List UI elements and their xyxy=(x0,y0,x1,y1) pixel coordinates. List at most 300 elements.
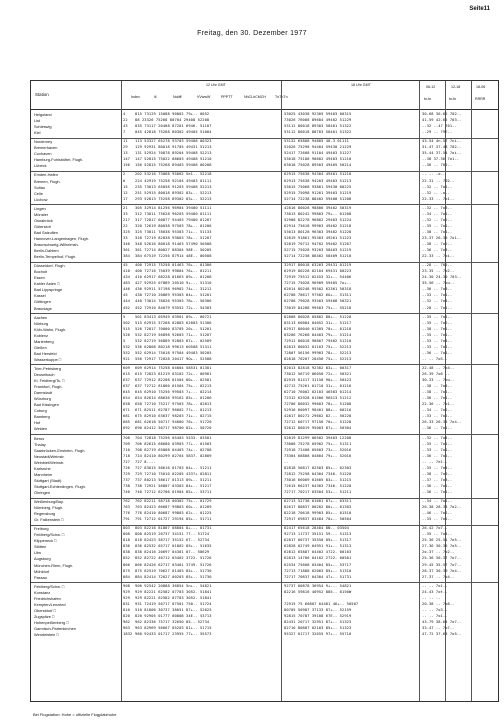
station-index: 346 xyxy=(123,242,130,246)
obs-12utc: 536 62808 80218 99013 60508 51311 xyxy=(135,344,212,349)
obs-12utc: 740 72712 62706 01904 85+-- 53711 xyxy=(135,489,212,494)
obs-12utc: 515 62915 57268 02803 62003 51306 xyxy=(135,320,212,325)
extremes: --32 -- 7o1-- xyxy=(422,184,453,189)
extremes: -- -- -o-- xyxy=(422,172,446,177)
extremes: --32 -- 7o2-- xyxy=(422,217,453,222)
obs-18utc: 52916 60097 98401 88+-- 00216 xyxy=(284,408,352,413)
obs-12utc: 438 72710 20869 95303 84+-- 51201 xyxy=(135,293,212,298)
obs-18utc: 72918 72408 05603 73+-- 52016 xyxy=(284,447,352,452)
obs-12utc: 962 82336 75717 32650 85-- 52734 xyxy=(135,619,210,624)
station-name: Cuxhaven xyxy=(34,151,52,157)
station-name: Köln-Wahn, Flugh. xyxy=(34,326,67,332)
station-name: Stuttgart-Echterdingen, Flugh. xyxy=(34,483,86,489)
extremes: --38 -- 7e1-- xyxy=(422,326,453,331)
obs-12utc: 727 83015 58616 01703 84+-- 51211 xyxy=(135,465,212,470)
extremes: 22-36 -- 7o1-- xyxy=(422,402,455,407)
extremes: --35 -- 7o4-- xyxy=(422,465,453,470)
col-divider xyxy=(471,81,472,701)
extremes: --35 -- 7o2-- xyxy=(422,320,453,325)
extremes: 22-48 -- 7o4-- xyxy=(422,365,455,370)
station-index: 452 xyxy=(123,305,130,310)
obs-18utc: 53112 80018 88703 58401 51322 xyxy=(284,130,352,135)
station-name: Weiden xyxy=(34,426,48,432)
table-header xyxy=(31,81,498,110)
obs-12utc: 035 73117 20468 87201 6946- 51107 xyxy=(135,124,212,129)
station-index: 726 xyxy=(123,465,130,470)
obs-12utc: 980 92433 01717 23955 77+-- 55573 xyxy=(135,632,212,637)
extremes: 24-30 24-30 703-- xyxy=(422,275,462,280)
extremes: --38 37-36 7o1-- xyxy=(422,157,460,162)
station-name: Aachen xyxy=(34,314,48,320)
obs-12utc: 708 82719 65808 04403 74+-- 02708 xyxy=(135,447,212,452)
station-index: 763 xyxy=(123,505,130,510)
obs-12utc: 738 72921 56807 03303 84+-- 51217 xyxy=(135,483,212,488)
station-name: Gießen xyxy=(34,344,47,350)
station-index: 5 xyxy=(123,314,126,319)
obs-18utc: 82013 82818 92302 83+-- 00317 xyxy=(284,365,352,370)
station-index: 609 xyxy=(123,365,130,370)
header-r1: 06-12 xyxy=(426,85,436,89)
station-index: 11 xyxy=(123,139,128,144)
obs-12utc: 400 72716 75039 99804 76+-- 01211 xyxy=(135,269,212,274)
station-index: 838 xyxy=(123,550,130,555)
station-name: Emden-Hafen xyxy=(34,172,59,178)
extremes: --38 -- 7o1-- xyxy=(422,390,453,395)
obs-18utc: 72715 75028 96909 59405 7o+-- xyxy=(284,281,352,286)
extremes: -- -- -- xyxy=(422,595,441,600)
station-name: Nürnberg, Flugh. xyxy=(34,505,64,511)
obs-18utc: 82216 59816 40952 885-- 0150W xyxy=(284,589,352,594)
station-name: Hannover-Langenhagen, Flugh. xyxy=(34,235,89,241)
obs-18utc: 53112 80018 89303 58401 51322 xyxy=(284,124,352,129)
station-name: Bad Lippspringe xyxy=(34,287,63,293)
station-index: 434 xyxy=(123,275,130,280)
extremes: 47-72 37-63 7o5-- xyxy=(422,632,462,637)
extremes: 33-47 -- 7o7-- xyxy=(422,626,455,630)
station-name: Hohenpeißenberg □ xyxy=(34,619,69,625)
obs-12utc: 510 81806 30737 38051 87+-- 52025 xyxy=(135,607,212,612)
station-name: Ulm xyxy=(34,550,41,556)
extremes: 22-31 -- 702-- xyxy=(422,178,455,183)
obs-18utc: 73304 68808 04804 79+-- 52016 xyxy=(284,453,352,458)
obs-12utc: 704 72818 75256 05403 5533- 03501 xyxy=(135,435,212,440)
station-index: 4 xyxy=(123,112,126,116)
header-nddff: Nddff xyxy=(173,95,182,99)
station-index: 729 xyxy=(123,471,130,476)
extremes: --36 -- 7o1-- xyxy=(422,350,453,355)
obs-12utc: 224 42919 75258 92104 49403 01111 xyxy=(135,178,212,183)
station-name: Celle xyxy=(34,190,43,196)
station-name: Bremen, Flugh. xyxy=(34,178,61,184)
obs-18utc: 72615 66237 04303 7346- 51220 xyxy=(284,483,352,488)
obs-12utc: 690 82412 50717 98700 82+-- 50720 xyxy=(135,426,212,431)
station-name: Augsburg xyxy=(34,556,51,562)
station-name: Karlsruhe xyxy=(34,465,51,471)
station-name: Hamburg-Fuhlsbüttel, Flugh. xyxy=(34,157,84,163)
station-index: 866 xyxy=(123,562,130,567)
station-name: Deuselbach xyxy=(34,372,55,377)
obs-18utc: 62913 75638 94203 49403 51213 xyxy=(284,178,352,183)
station-name: Göttingen xyxy=(34,299,51,305)
header-ttt: TnTnTn xyxy=(275,95,288,99)
obs-18utc: 53015 75068 93801 59430 00225 xyxy=(284,184,352,189)
station-index: 852 xyxy=(123,556,130,561)
station-index: 921 xyxy=(123,356,130,361)
station-name: Freiburg xyxy=(34,526,49,532)
obs-18utc: 53013 80128 96303 39402 51228 xyxy=(284,229,352,234)
extremes: --34 -- 7o1-- xyxy=(422,499,453,503)
station-index: 552 xyxy=(123,350,130,355)
extremes: --35 -- 7o1-- xyxy=(422,441,453,446)
obs-18utc: 82617 80837 00202 80+-- 01303 xyxy=(284,505,352,510)
extremes: --38 -- 7o1-- xyxy=(422,229,453,234)
extremes: 43-79 38-64 7o7-- xyxy=(422,619,462,624)
extremes: 26-39 7o6 -- xyxy=(422,372,450,376)
station-index: 2 xyxy=(123,172,126,177)
station-name: Soltau xyxy=(34,184,46,190)
station-name: Coburg xyxy=(34,408,47,414)
station-name: Kl. Feldberg/Ts. □ xyxy=(34,378,65,384)
obs-18utc: 82808 80028 05802 88+-- 51220 xyxy=(284,314,352,319)
extremes: --32 -- -o-- xyxy=(422,190,450,195)
station-name: Osnabrück xyxy=(34,217,53,223)
extremes: 24-43 7ot-- xyxy=(422,589,448,594)
station-index: 710 xyxy=(123,447,130,452)
station-name: Hof xyxy=(34,420,41,426)
obs-18utc: 80705 50987 37133 87+-- 52159 xyxy=(284,607,352,612)
station-name: Friedrichshafen xyxy=(34,595,61,601)
station-index: 1832 xyxy=(123,632,133,637)
station-name: Feldberg/Schw. □ xyxy=(34,583,65,589)
station-index: 22 xyxy=(123,223,128,228)
extremes: 35-44 37-54 7oi-- xyxy=(422,151,462,156)
extremes: --35 -- 7o1-- xyxy=(422,332,453,337)
obs-18utc: 42816 80028 98806 39402 50319 xyxy=(284,205,352,210)
station-index: 709 xyxy=(123,441,130,446)
obs-12utc: 762 82211 58718 00302 75+-- 01729 xyxy=(135,499,212,503)
date-line: Freitag, den 30. Dezember 1977 xyxy=(197,30,307,37)
station-name: Garmisch-Partenkirchen xyxy=(34,626,76,631)
obs-18utc: 72807 56156 99903 78+-- 52213 xyxy=(284,350,352,355)
station-index: 654 xyxy=(123,396,130,401)
station-name: Bad Salzuflen xyxy=(34,229,59,235)
obs-18utc: 72915 75 60807 04481 46+-- 50507 xyxy=(284,601,359,606)
obs-18utc: 72717 70217 03504 53+-- 51211 xyxy=(284,489,352,494)
obs-18utc: 82818 56817 02503 85+-- 02303 xyxy=(284,465,352,470)
obs-18utc: -- xyxy=(284,459,289,464)
obs-12utc: 452 72910 84079 93552 72+-- 54303 xyxy=(135,305,212,310)
obs-18utc: 62812 65887 04402 4722- 00103 xyxy=(284,550,352,555)
obs-18utc: 52417 72608 91104 49403 51227 xyxy=(284,151,352,156)
station-index: 831 xyxy=(123,601,130,606)
obs-18utc: 62710 76002 02103 46503 01214 xyxy=(284,390,352,395)
station-name: Münster xyxy=(34,211,49,217)
station-name: Klippeneck □ xyxy=(34,538,57,544)
station-name: Wasserkuppe □ xyxy=(34,356,62,362)
station-name: Lüchow xyxy=(34,196,48,202)
obs-12utc: 654 82614 68636 99162 85+-- 01206 xyxy=(135,396,212,401)
station-name: Regensburg xyxy=(34,511,56,517)
obs-12utc: 348 52616 80018 91463 57490 50508 xyxy=(135,242,212,246)
obs-18utc: 72713 71888 02003 85+-- 51310 xyxy=(284,568,352,573)
obs-18utc: 62014 80248 95502 62361 50318 xyxy=(284,287,352,292)
station-index: 21 xyxy=(123,205,128,210)
extremes: 26-38 28-33 7o2-- xyxy=(422,505,462,510)
obs-18utc: 62708 79028 93503 59408 50321 xyxy=(284,299,352,304)
station-name: Darmstadt xyxy=(34,390,52,396)
station-name: Bad Kissingen xyxy=(34,402,59,408)
station-index: 738 xyxy=(123,483,130,488)
obs-18utc: 73012 56719 06050 72+-- 50321 xyxy=(284,372,352,376)
station-index: 727 xyxy=(123,459,130,464)
obs-18utc: 83206 76268 04403 79+-- 51214 xyxy=(284,332,352,337)
obs-12utc: 325 73011 78038 95303 71+-- 51133 xyxy=(135,229,212,234)
station-index: 45 xyxy=(123,263,128,268)
obs-18utc: 62813 80032 01103 75+-- 52213 xyxy=(284,344,352,349)
obs-12utc: 875 82519 70627 01403 85+-- 51730 xyxy=(135,568,212,573)
extremes: --33 -- 7o1-- xyxy=(422,447,453,452)
station-name: Kempten/Lenzried xyxy=(34,601,66,607)
obs-18utc: 82915 01417 31150 90+-- 50423 xyxy=(284,378,352,383)
station-name: Weißenburg/Bay. xyxy=(34,499,64,504)
station-index: 156 xyxy=(123,163,130,168)
extremes: --36 -- 7o1-- xyxy=(422,426,453,431)
obs-12utc: 929 82221 62582 07703 3052- 51841 xyxy=(135,589,212,594)
obs-12utc: 532 82719 56889 92803 87+-- 02509 xyxy=(135,338,212,343)
obs-18utc: 62713 52738 01601 87+-- 03311 xyxy=(284,499,352,503)
obs-12utc: 129 92931 80018 91705 49431 51213 xyxy=(135,145,212,150)
station-name: Trier-Petrisberg xyxy=(34,365,61,371)
obs-18utc: 53025 43038 92305 59403 00315 xyxy=(284,112,352,116)
header-station: Station xyxy=(35,92,49,97)
obs-18utc: 52714 72238 88402 58409 51210 xyxy=(284,254,352,259)
extremes: --35 -- 7o4-- xyxy=(422,532,453,537)
extremes: 26-42 7o7-- xyxy=(422,526,448,531)
header-index: Index xyxy=(131,95,140,99)
obs-12utc: 410 62917 68228 01663 89+-- 01208 xyxy=(135,275,212,280)
station-index: 384 xyxy=(123,254,130,259)
obs-12utc: 131 52924 70878 89204 59408 52213 xyxy=(135,151,212,156)
obs-12utc: 884 82414 72027 00203 85+-- 51730 xyxy=(135,574,212,579)
station-name: Gütersloh xyxy=(34,223,51,229)
obs-18utc: 72717 70837 04304 47+-- 51731 xyxy=(284,574,352,579)
station-index: 483 xyxy=(123,281,130,286)
header-r2: 12-18 xyxy=(451,85,461,89)
obs-12utc: 235 73013 65058 91203 59408 52213 xyxy=(135,184,212,189)
station-index: 637 xyxy=(123,378,130,383)
header-vvwww: VVwwW xyxy=(197,95,211,99)
obs-12utc: 637 72712 81800 01504 75+-- 02213 xyxy=(135,384,212,389)
extremes: --34 -- 7o1-- xyxy=(422,211,453,216)
station-name: Zugspitze □ xyxy=(34,613,55,619)
station-index: 808 xyxy=(123,532,130,537)
obs-12utc: 836 82532 65717 01802 85+-- 51635 xyxy=(135,544,212,549)
obs-12utc: 440 73014 78026 95303 78+-- 50306 xyxy=(135,299,212,304)
obs-18utc: 62915 75638 94304 49401 51210 xyxy=(284,172,352,177)
header-r3: 18-06 xyxy=(476,85,486,89)
station-index: 33 xyxy=(123,235,128,240)
obs-12utc: 963 82969 56667 05203 81+-- 51715 xyxy=(135,626,212,630)
station-index: 645 xyxy=(123,390,130,395)
obs-18utc: 62813 14706 04102 2722- 00501 xyxy=(284,556,352,561)
obs-18utc: 42712 75261 01710 31+-- 01216 xyxy=(284,384,352,389)
extremes: --32 --47 701-- xyxy=(422,124,457,129)
obs-18utc: 42817 80272 29602 82--- 50228 xyxy=(284,414,352,419)
obs-12utc: 820 92905 01777 00808 34E-- 53713 xyxy=(135,613,212,618)
header-12utc: 12 Uhr GMT xyxy=(206,83,226,87)
station-index: 685 xyxy=(123,420,130,425)
obs-18utc: 82218 70618 99903 85+-- 01510 xyxy=(284,511,352,516)
extremes: --35 -- 7o1-- xyxy=(422,223,453,228)
station-index: 526 xyxy=(123,332,130,337)
obs-12utc: 328 72719 82038 93803 78+-- 51207 xyxy=(135,235,212,240)
station-name: Stuttgart (Stadt) xyxy=(34,477,62,483)
obs-12utc: 637 72912 82208 01504 80+-- 02501 xyxy=(135,378,212,383)
station-name: Kiel xyxy=(34,130,41,136)
obs-12utc: 724 82410 80299 02704 5837- 02809 xyxy=(135,453,212,458)
station-name: Berlin-Tempelhof, Flugh. xyxy=(34,254,77,260)
station-name: Bremerhaven xyxy=(34,145,58,151)
header-r4: tn-tn xyxy=(424,97,432,101)
station-index: 681 xyxy=(123,414,130,419)
extremes: --32 -- 7o4-- xyxy=(422,299,453,304)
station-index: 5 xyxy=(123,338,126,343)
obs-12utc: 317 72817 60877 94403 79400 01207 xyxy=(135,217,212,222)
station-name: Mannheim xyxy=(34,471,53,477)
station-name: Konstanz xyxy=(34,589,51,595)
extremes: 41-59 42-62 703-- xyxy=(422,118,462,123)
obs-18utc: 52715 75028 93203 58403 51219 xyxy=(284,248,352,253)
extremes: 23-37 26-36 7o1-- xyxy=(422,235,462,240)
station-index: 929 xyxy=(123,595,130,600)
obs-12utc: 427 92925 07889 20510 9+--- 51310 xyxy=(135,281,212,286)
station-name: Mühldorf xyxy=(34,568,50,574)
obs-12utc: 88 23326 75268 80704 29408 52208 xyxy=(135,118,210,123)
obs-12utc: 818 82423 58717 35152 6T-- 52734 xyxy=(135,538,210,543)
extremes: -- -- 7oS-- xyxy=(422,356,448,361)
header-r5: tn-tn xyxy=(449,97,457,101)
station-index: 29 xyxy=(123,145,128,150)
station-index: 45 xyxy=(123,293,128,298)
obs-18utc: 82716 80887 02103 85+-- 51323 xyxy=(284,626,352,630)
station-index: 658 xyxy=(123,402,130,407)
station-name: Thalay xyxy=(34,441,46,447)
station-name: Passau xyxy=(34,574,47,580)
extremes: -- -- 7o1-- xyxy=(422,583,448,588)
station-index: 22 xyxy=(123,118,128,123)
station-name: Braunlage xyxy=(34,305,52,311)
obs-12utc: 293 52813 75258 89302 83+-- 52213 xyxy=(135,196,212,201)
extremes: 25-36 30-37 7o7-- xyxy=(422,556,462,561)
obs-12utc: 906 92542 20888 36854 5n+-- 54821 xyxy=(135,583,212,588)
obs-12utc: 791 72712 01727 29194 85+-- 51711 xyxy=(135,517,212,522)
extremes: -- -- 7o1-- xyxy=(422,613,448,618)
extremes: 30-33 -- 7ou-- xyxy=(422,378,455,383)
station-index: 776 xyxy=(123,511,130,516)
obs-12utc: 147 52815 75022 88603 49408 51210 xyxy=(135,157,212,162)
obs-18utc: 53132 65808 94805 48-3 01111 xyxy=(284,139,349,144)
station-index: 615 xyxy=(123,372,130,376)
station-name: Oberstdorf □ xyxy=(34,607,56,613)
station-name: Bocholt xyxy=(34,269,47,275)
obs-12utc: 436 92911 57198 96902 74+-- 31212 xyxy=(135,287,212,292)
extremes: --33 -- 7o4-- xyxy=(422,338,453,343)
obs-12utc: 609 62914 75258 04004 58531 01301 xyxy=(135,365,212,370)
extremes: --37 -- 7o3-- xyxy=(422,477,453,482)
station-index: 217 xyxy=(123,217,130,222)
extremes: -- -- 7e1-- xyxy=(422,459,448,464)
obs-12utc: 931 72419 50717 07501 750-- 51724 xyxy=(135,601,212,606)
station-name: Weinbiet/Weinstr. xyxy=(34,459,65,465)
extremes: --33 -- 7o1-- xyxy=(422,293,453,298)
extremes: --33 -- 7o1-- xyxy=(422,344,453,349)
obs-12utc: 803 82216 81807 08804 8+--- 01731 xyxy=(135,526,212,531)
header-18utc: 18 Uhr GMT xyxy=(351,83,371,87)
obs-12utc: 615 72823 81219 03102 72+-- 00901 xyxy=(135,372,212,376)
obs-18utc: 73026 76008 89684 49402 51229 xyxy=(284,118,352,123)
obs-18utc: 62417 65618 28404 8N-- 03504 xyxy=(284,526,349,531)
obs-18utc: 52915 75098 91201 39403 51219 xyxy=(284,190,352,195)
station-name: Kassel xyxy=(34,293,46,299)
obs-12utc: 675 82910 63637 98203 71+-- 02715 xyxy=(135,414,212,419)
station-index: 15 xyxy=(123,184,128,189)
extremes: 43-54 4n-57 7ni-- xyxy=(422,139,462,144)
station-index: 444 xyxy=(123,299,130,304)
obs-18utc: 92737 00878 36954 9+--- 54821 xyxy=(284,583,352,588)
obs-18utc: 82431 20717 32951 87+-- 51323 xyxy=(284,619,352,624)
extremes: --36 -- 7o3-- xyxy=(422,248,453,253)
col-divider xyxy=(419,81,420,701)
station-index: 962 xyxy=(123,619,130,624)
header-iii: iii xyxy=(154,95,157,99)
extremes: --36 -- 7e1-- xyxy=(422,396,453,401)
station-index: 13 xyxy=(123,151,128,156)
obs-12utc: 305 32914 81256 96904 39400 51111 xyxy=(135,205,212,210)
obs-18utc: 32917 80018 63203 29431 01219 xyxy=(284,263,352,268)
extremes: 29-45 35-57 7o7-- xyxy=(422,562,462,567)
extremes: --36 -- 7o1-- xyxy=(422,453,453,458)
obs-12utc: 838 82416 20697 04301 87-- 50629 xyxy=(135,550,210,555)
obs-18utc: 52714 72238 88402 59408 51208 xyxy=(284,196,352,201)
station-index: 875 xyxy=(123,568,130,573)
station-index: 810 xyxy=(123,607,130,612)
extremes: --35 -- 7o1-- xyxy=(422,314,453,319)
obs-18utc: 72312 62928 01506 96513 51212 xyxy=(284,396,352,401)
station-index: 929 xyxy=(123,589,130,594)
obs-18utc: 52908 82278 96802 29403 51224 xyxy=(284,217,352,222)
obs-12utc: 526 72817 70000 83705 20+-- 51201 xyxy=(135,326,212,331)
footer-note: Bei Flugstation: Hohe = offizielle Flugplatzhohe xyxy=(33,712,117,717)
obs-12utc: 727 8---- xyxy=(135,459,156,464)
obs-12utc: 737 80213 58617 01313 89+-- 51211 xyxy=(135,477,212,482)
extremes: 31-47 37-48 702-- xyxy=(422,145,462,150)
obs-12utc: 501 83413 05949 03901 89+-- 00721 xyxy=(135,314,212,319)
station-name: Neustadt/Weinstr. xyxy=(34,453,65,459)
station-index: 502 xyxy=(123,320,130,325)
obs-18utc: 52819 70712 94702 59402 51207 xyxy=(284,242,352,246)
extremes: --38 -- 7o2-- xyxy=(422,242,453,246)
obs-18utc: 62534 75608 03404 85+-- 53717 xyxy=(284,562,352,567)
extremes: 23-35 -- 7o2-- xyxy=(422,269,455,274)
obs-18utc: 92815 70787 39108 67E-- 52919 xyxy=(284,613,352,618)
obs-12utc: 202 53216 73068 95002 5e1-- 52218 xyxy=(135,172,212,177)
station-index: 803 xyxy=(123,526,130,531)
obs-12utc: 552 62914 75018 97504 49403 50205 xyxy=(135,350,212,355)
station-name: Berus xyxy=(34,435,45,441)
station-name: List xyxy=(34,118,41,124)
obs-18utc: 92713 11737 35151 59--- 51313 xyxy=(284,532,352,537)
station-name: Berlin-Dahlem xyxy=(34,248,59,254)
